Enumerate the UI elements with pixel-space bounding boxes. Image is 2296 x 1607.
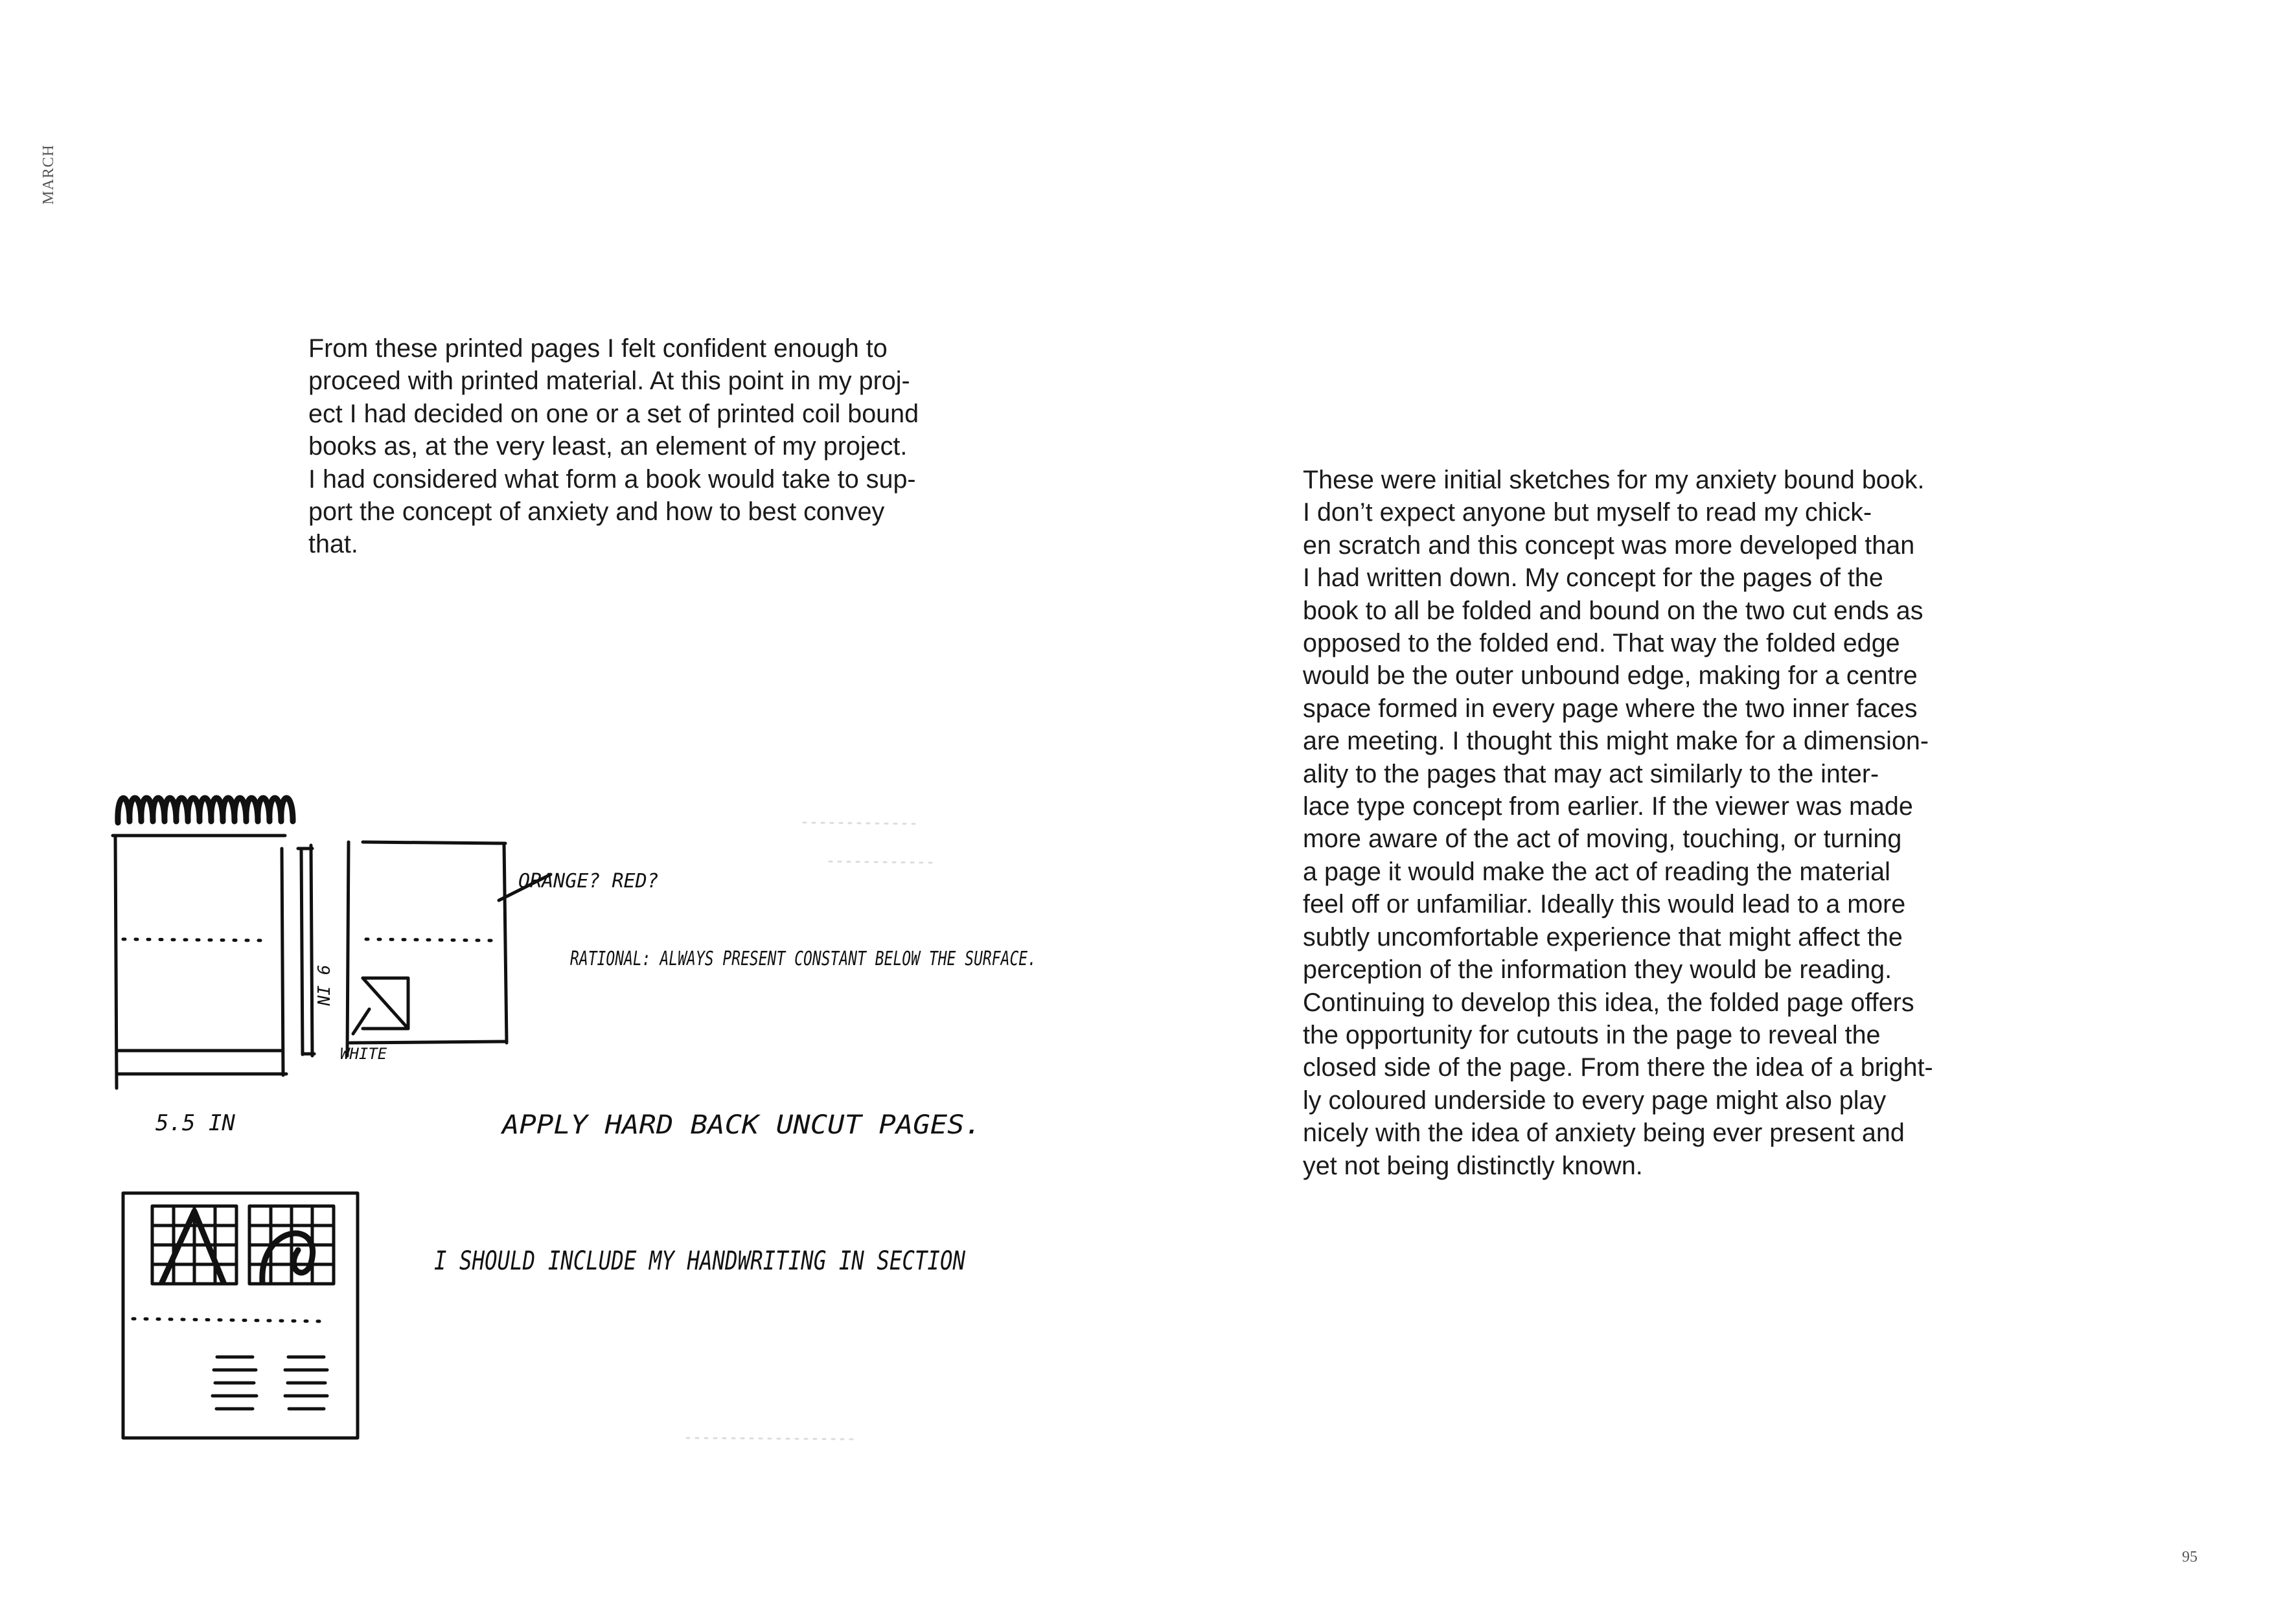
text-line: more aware of the act of moving, touching, or turning [1303, 825, 1902, 854]
text-line: ect I had decided on one or a set of printed coil bound [308, 399, 919, 428]
text-line: book to all be folded and bound on the two cut ends as [1303, 596, 1923, 625]
text-line: yet not being distinctly known. [1303, 1151, 1643, 1180]
text-line: the opportunity for cutouts in the page to reveal the [1303, 1020, 1881, 1049]
right-paragraph [1303, 464, 1933, 1182]
text-line: subtly uncomfortable experience that might affect the [1303, 922, 1903, 952]
text-line: en scratch and this concept was more developed than [1303, 530, 1915, 560]
text-line: proceed with printed material. At this point in my proj- [308, 367, 910, 396]
text-line: From these printed pages I felt confident enough to [308, 334, 888, 363]
hand-drawn-book-sketch [104, 771, 1062, 1548]
text-line: Continuing to develop this idea, the folded page offers [1303, 988, 1914, 1017]
left-paragraph [308, 332, 919, 561]
text-line: I had considered what form a book would take to sup- [308, 464, 916, 494]
text-line: I don’t expect anyone but myself to read my chick- [1303, 498, 1872, 527]
text-lines-sketch [212, 1357, 327, 1409]
text-line: lace type concept from earlier. If the viewer was made [1303, 792, 1913, 821]
annotation-white: WHITE [340, 1045, 387, 1063]
section-label: MARCH [40, 144, 57, 205]
text-line: space formed in every page where the two inner faces [1303, 694, 1918, 723]
text-line: These were initial sketches for my anxiety bound book. [1303, 466, 1925, 494]
text-line: nicely with the idea of anxiety being ever present and [1303, 1119, 1905, 1148]
closed-book-sketch [113, 836, 314, 1088]
text-line: port the concept of anxiety and how to best convey [308, 497, 885, 527]
annotation-rational: RATIONAL: ALWAYS PRESENT CONSTANT BELOW THE SURFACE. [570, 948, 1037, 970]
text-line: would be the outer unbound edge, making for a centre [1303, 661, 1918, 690]
page-number: 95 [2182, 1549, 2198, 1566]
layout-page-sketch [123, 1193, 358, 1438]
annotation-orange-red: ORANGE? RED? [518, 870, 659, 893]
text-line: feel off or unfamiliar. Ideally this would lead to a more [1303, 890, 1906, 919]
text-line: that. [308, 530, 358, 559]
annotation-height: 9 IN [313, 965, 332, 1006]
text-line: opposed to the folded end. That way the folded edge [1303, 629, 1900, 658]
text-line: books as, at the very least, an element of my project. [308, 432, 908, 461]
text-line: ality to the pages that may act similarly to the inter- [1303, 759, 1879, 788]
text-line: perception of the information they would be reading. [1303, 955, 1892, 985]
annotation-apply: APPLY HARD BACK UNCUT PAGES. [499, 1110, 982, 1140]
text-line: a page it would make the act of reading the material [1303, 857, 1890, 886]
text-line: are meeting. I thought this might make for a dimension- [1303, 727, 1929, 756]
annotation-width: 5.5 IN [155, 1110, 235, 1136]
text-line: closed side of the page. From there the idea of a bright- [1303, 1053, 1933, 1082]
annotation-handwriting: I SHOULD INCLUDE MY HANDWRITING IN SECTION [434, 1246, 966, 1276]
text-line: I had written down. My concept for the pages of the [1303, 564, 1883, 593]
text-line: ly coloured underside to every page might also play [1303, 1086, 1887, 1115]
coil-binding-scribble [118, 798, 293, 823]
